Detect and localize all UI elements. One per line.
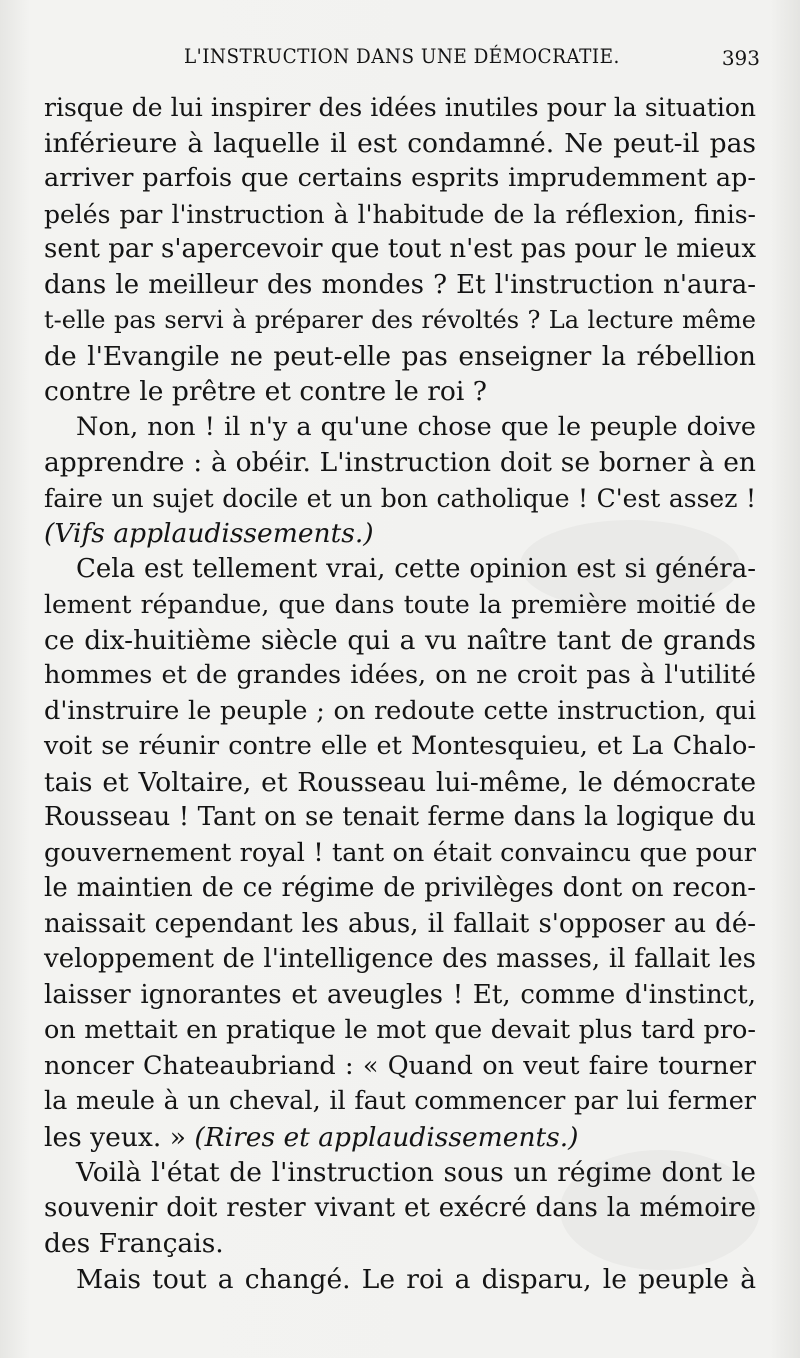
- text-line: laisser ignorantes et aveugles ! Et, comme d'instinct,: [44, 979, 756, 1010]
- text-line: risque de lui inspirer des idées inutiles pour la situation: [44, 93, 756, 122]
- text-line: gouvernement royal ! tant on était convaincu que pour: [44, 837, 756, 868]
- text-line: sent par s'apercevoir que tout n'est pas pour le mieux: [44, 234, 756, 264]
- text-line: dans le meilleur des mondes ? Et l'instruction n'aura-: [44, 269, 756, 300]
- text-line: Rousseau ! Tant on se tenait ferme dans la logique du: [44, 802, 756, 832]
- body-text: [44, 90, 756, 1297]
- text-line: tais et Voltaire, et Rousseau lui-même, le démocrate: [44, 766, 756, 798]
- text-line: t-elle pas servi à préparer des révoltés ? La lecture même: [44, 306, 756, 334]
- text-line: inférieure à laquelle il est condamné. Ne peut-il pas: [44, 127, 756, 159]
- text-line: naissait cependant les abus, il fallait s'opposer au dé-: [44, 908, 756, 939]
- text-line: lement répandue, que dans toute la première moitié de: [44, 590, 756, 619]
- text-line: Voilà l'état de l'instruction sous un régime dont le: [76, 1157, 756, 1188]
- text-line: apprendre : à obéir. L'instruction doit se borner à en: [44, 447, 756, 478]
- text-line: les yeux. » (Rires et applaudissements.): [44, 1121, 579, 1153]
- running-head-title: L'INSTRUCTION DANS UNE DÉMOCRATIE.: [184, 44, 620, 68]
- text-line: le maintien de ce régime de privilèges dont on recon-: [44, 873, 756, 903]
- text-line: veloppement de l'intelligence des masses, il fallait les: [44, 944, 756, 974]
- text-line: Mais tout a changé. Le roi a disparu, le peuple à: [76, 1263, 756, 1295]
- text-line: Non, non ! il n'y a qu'une chose que le peuple doive: [76, 411, 756, 442]
- text-line: ce dix-huitième siècle qui a vu naître tant de grands: [44, 624, 756, 656]
- text-line: pelés par l'instruction à l'habitude de la réflexion, finis-: [44, 199, 756, 229]
- text-line: noncer Chateaubriand : « Quand on veut faire tourner: [44, 1050, 756, 1081]
- text-line: la meule à un cheval, il faut commencer par lui fermer: [44, 1086, 756, 1116]
- running-head: [44, 44, 760, 74]
- text-line: on mettait en pratique le mot que devait plus tard pro-: [44, 1015, 756, 1045]
- text-line: hommes et de grandes idées, on ne croit pas à l'utilité: [44, 660, 756, 690]
- page-number: 393: [721, 46, 760, 70]
- text-line: d'instruire le peuple ; on redoute cette instruction, qui: [44, 695, 756, 726]
- text-line: contre le prêtre et contre le roi ?: [44, 376, 487, 407]
- stage-direction: (Rires et applaudissements.): [194, 1121, 579, 1153]
- text-line: des Français.: [44, 1228, 224, 1259]
- text-line: arriver parfois que certains esprits imprudemment ap-: [44, 163, 756, 193]
- text-line: Cela est tellement vrai, cette opinion est si généra-: [76, 553, 756, 584]
- text-line: (Vifs applaudissements.): [44, 518, 374, 549]
- text-line: voit se réunir contre elle et Montesquieu, et La Chalo-: [44, 731, 756, 761]
- text-line: souvenir doit rester vivant et exécré dans la mémoire: [44, 1192, 756, 1223]
- text-line: de l'Evangile ne peut-elle pas enseigner la rébellion: [44, 340, 756, 372]
- text-line: faire un sujet docile et un bon catholique ! C'est assez !: [44, 483, 756, 513]
